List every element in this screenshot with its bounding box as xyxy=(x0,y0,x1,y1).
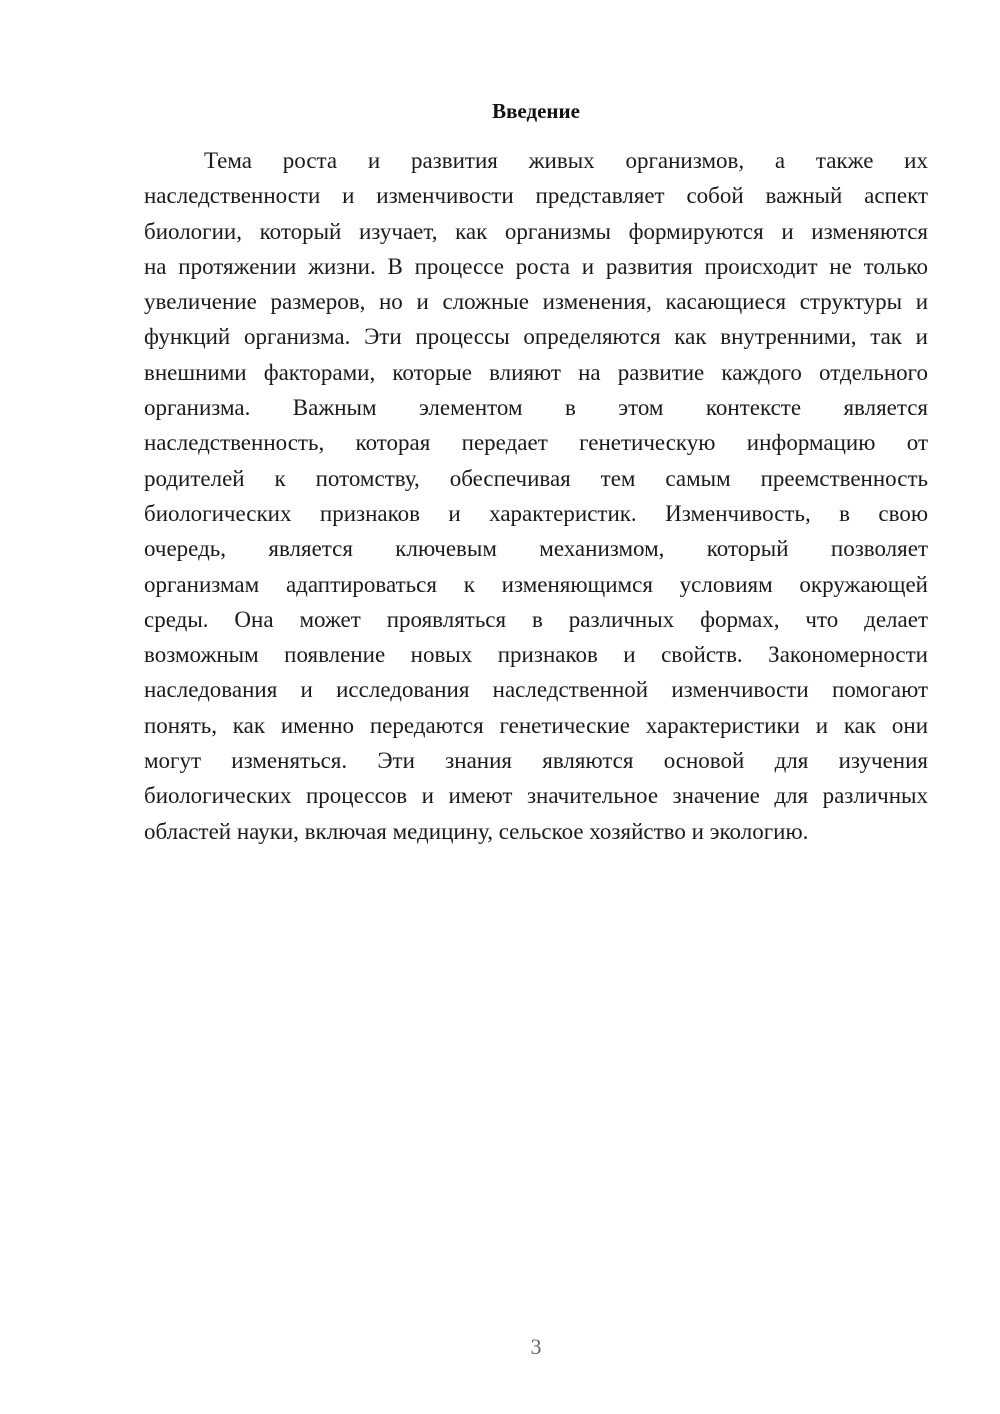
introduction-paragraph xyxy=(144,143,928,849)
paragraph-line: понять, как именно передаются генетические характеристики и как они xyxy=(144,712,928,738)
page-number: 3 xyxy=(530,1334,542,1359)
paragraph-line: организма. Важным элементом в этом контексте является xyxy=(144,395,928,421)
paragraph-line: среды. Она может проявляться в различных формах, что делает xyxy=(144,606,928,632)
paragraph-line: областей науки, включая медицину, сельское хозяйство и экологию. xyxy=(144,818,809,844)
paragraph-line: могут изменяться. Эти знания являются основой для изучения xyxy=(144,748,928,774)
paragraph-line: увеличение размеров, но и сложные изменения, касающиеся структуры и xyxy=(144,289,928,315)
paragraph-line: организмам адаптироваться к изменяющимся условиям окружающей xyxy=(144,571,928,597)
paragraph-line: биологических признаков и характеристик. Изменчивость, в свою xyxy=(144,500,928,526)
paragraph-line: родителей к потомству, обеспечивая тем самым преемственность xyxy=(144,465,928,491)
section-title: Введение xyxy=(492,99,580,123)
paragraph-line: биологии, который изучает, как организмы формируются и изменяются xyxy=(144,218,928,244)
paragraph-line: функций организма. Эти процессы определяются как внутренними, так и xyxy=(144,324,928,350)
paragraph-line: Тема роста и развития живых организмов, а также их xyxy=(204,148,928,173)
paragraph-line: очередь, является ключевым механизмом, который позволяет xyxy=(144,536,928,562)
paragraph-line: наследования и исследования наследственной изменчивости помогают xyxy=(144,677,928,703)
paragraph-line: наследственность, которая передает генетическую информацию от xyxy=(144,430,928,456)
paragraph-line: возможным появление новых признаков и свойств. Закономерности xyxy=(144,642,928,668)
paragraph-line: биологических процессов и имеют значительное значение для различных xyxy=(144,783,928,809)
paragraph-line: внешними факторами, которые влияют на развитие каждого отдельного xyxy=(144,359,928,385)
paragraph-line: наследственности и изменчивости представляет собой важный аспект xyxy=(144,183,928,209)
paragraph-line: на протяжении жизни. В процессе роста и развития происходит не только xyxy=(144,253,928,279)
